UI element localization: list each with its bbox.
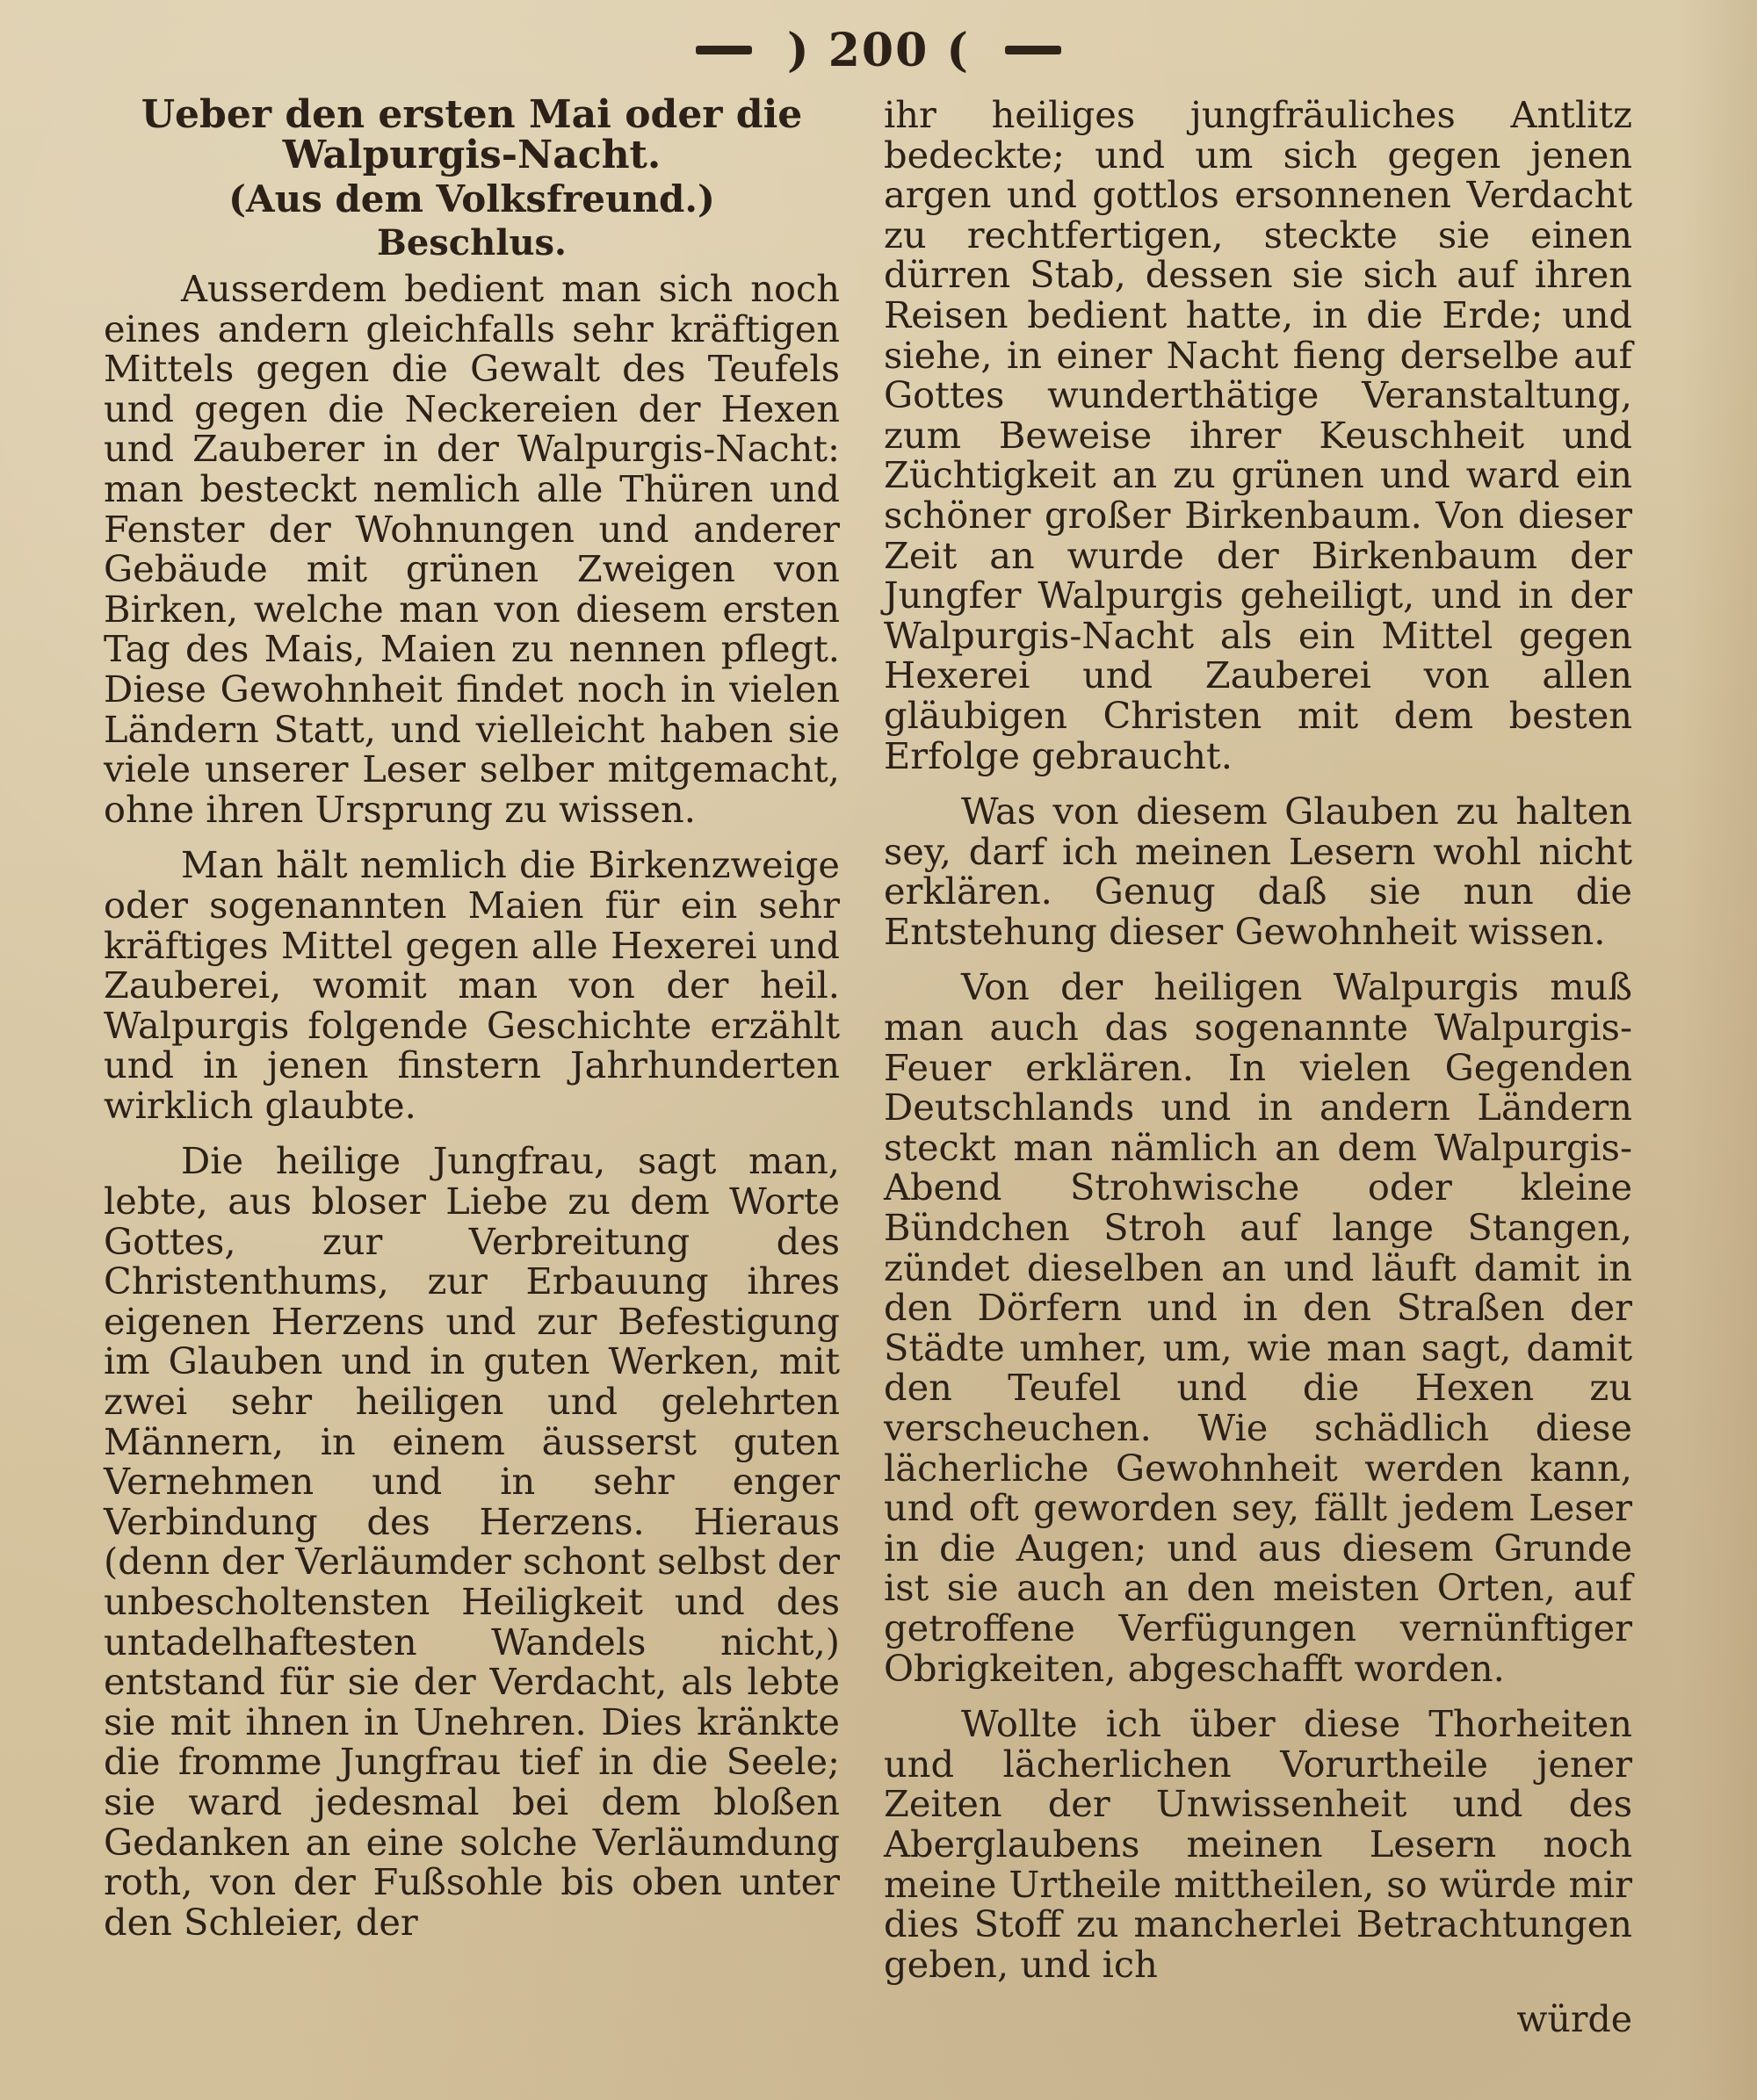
catchword-row <box>884 2000 1632 2040</box>
page-edge-shadow <box>1678 0 1757 2100</box>
right-column <box>884 95 1632 2040</box>
conclusion-label: Beschlus. <box>377 222 567 263</box>
paragraph: Man hält nemlich die Birkenzweige oder sogenannten Maien für ein sehr kräftiges Mittel gegen alle Hexerei und Zauberei, womit man von der heil. Walpurgis folgende Geschichte erzählt und in jenen finstern Jahrhunderten wirklich glaubte. <box>104 843 840 1127</box>
header-rule-right <box>1005 46 1061 54</box>
page-header <box>0 19 1757 81</box>
paragraph: Wollte ich über diese Thorheiten und lächerlichen Vorurtheile jener Zeiten der Unwissenheit und des Aberglaubens meinen Lesern noch meine Urtheile mittheilen, so würde mir dies Stoff zu mancherlei Betrachtungen geben, und ich <box>884 1702 1632 1986</box>
left-column <box>104 92 840 1958</box>
page-number: ) 200 ( <box>787 23 970 77</box>
article-source: (Aus dem Volksfreund.) <box>228 177 715 220</box>
header-rule-left <box>696 46 752 54</box>
paragraph: Von der heiligen Walpurgis muß man auch das sogenannte Walpurgis-Feuer erklären. In vielen Gegenden Deutschlands und in andern Ländern steckt man nämlich an dem Walpurgis-Abend Strohwische oder kleine Bündchen Stroh auf lange Stangen, zündet dieselben an und läuft damit in den Dörfern und in den Straßen der Städte umher, um, wie man sagt, damit den Teufel und die Hexen zu verscheuchen. Wie schädlich diese lächerliche Gewohnheit werden kann, und oft geworden sey, fällt jedem Leser in die Augen; und aus diesem Grunde ist sie auch an den meisten Orten, auf getroffene Verfügungen vernünftiger Obrigkeiten, abgeschafft worden. <box>884 965 1632 1690</box>
paragraph: Die heilige Jungfrau, sagt man, lebte, aus bloser Liebe zu dem Worte Gottes, zur Verbreitung des Christenthums, zur Erbauung ihres eigenen Herzens und zur Befestigung im Glauben und in guten Werken, mit zwei sehr heiligen und gelehrten Männern, in einem äusserst guten Vernehmen und in sehr enger Verbindung des Herzens. Hieraus (denn der Verläumder schont selbst der unbescholtensten Heiligkeit und des untadelhaftesten Wandels nicht,) entstand für sie der Verdacht, als lebte sie mit ihnen in Unehren. Dies kränkte die fromme Jungfrau tief in die Seele; sie ward jedesmal bei dem bloßen Gedanken an eine solche Verläumdung roth, von der Fußsohle bis oben unter den Schleier, der <box>104 1139 840 1944</box>
paragraph: Was von diesem Glauben zu halten sey, darf ich meinen Lesern wohl nicht erklären. Genug daß sie nun die Entstehung dieser Gewohnheit wissen. <box>884 790 1632 953</box>
paragraph: ihr heiliges jungfräuliches Antlitz bedeckte; und um sich gegen jenen argen und gottlos ersonnenen Verdacht zu rechtfertigen, steckte sie einen dürren Stab, dessen sie sich auf ihren Reisen bedient hatte, in die Erde; und siehe, in einer Nacht fieng derselbe auf Gottes wunderthätige Veranstaltung, zum Beweise ihrer Keuschheit und Züchtigkeit an zu grünen und ward ein schöner großer Birkenbaum. Von dieser Zeit an wurde der Birkenbaum der Jungfer Walpurgis geheiligt, und in der Walpurgis-Nacht als ein Mittel gegen Hexerei und Zauberei von allen gläubigen Christen mit dem besten Erfolge gebraucht. <box>884 93 1632 777</box>
article-title: Ueber den ersten Mai oder die Walpurgis-Nacht. <box>141 92 803 177</box>
catchword: würde <box>1516 1998 1632 2041</box>
paragraph: Ausserdem bedient man sich noch eines andern gleichfalls sehr kräftigen Mittels gegen die Gewalt des Teufels und gegen die Neckereien der Hexen und Zauberer in der Walpurgis-Nacht: man besteckt nemlich alle Thüren und Fenster der Wohnungen und anderer Gebäude mit grünen Zweigen von Birken, welche man von diesem ersten Tag des Mais, Maien zu nennen pflegt. Diese Gewohnheit findet noch in vielen Ländern Statt, und vielleicht haben sie viele unserer Leser selber mitgemacht, ohne ihren Ursprung zu wissen. <box>104 267 840 831</box>
